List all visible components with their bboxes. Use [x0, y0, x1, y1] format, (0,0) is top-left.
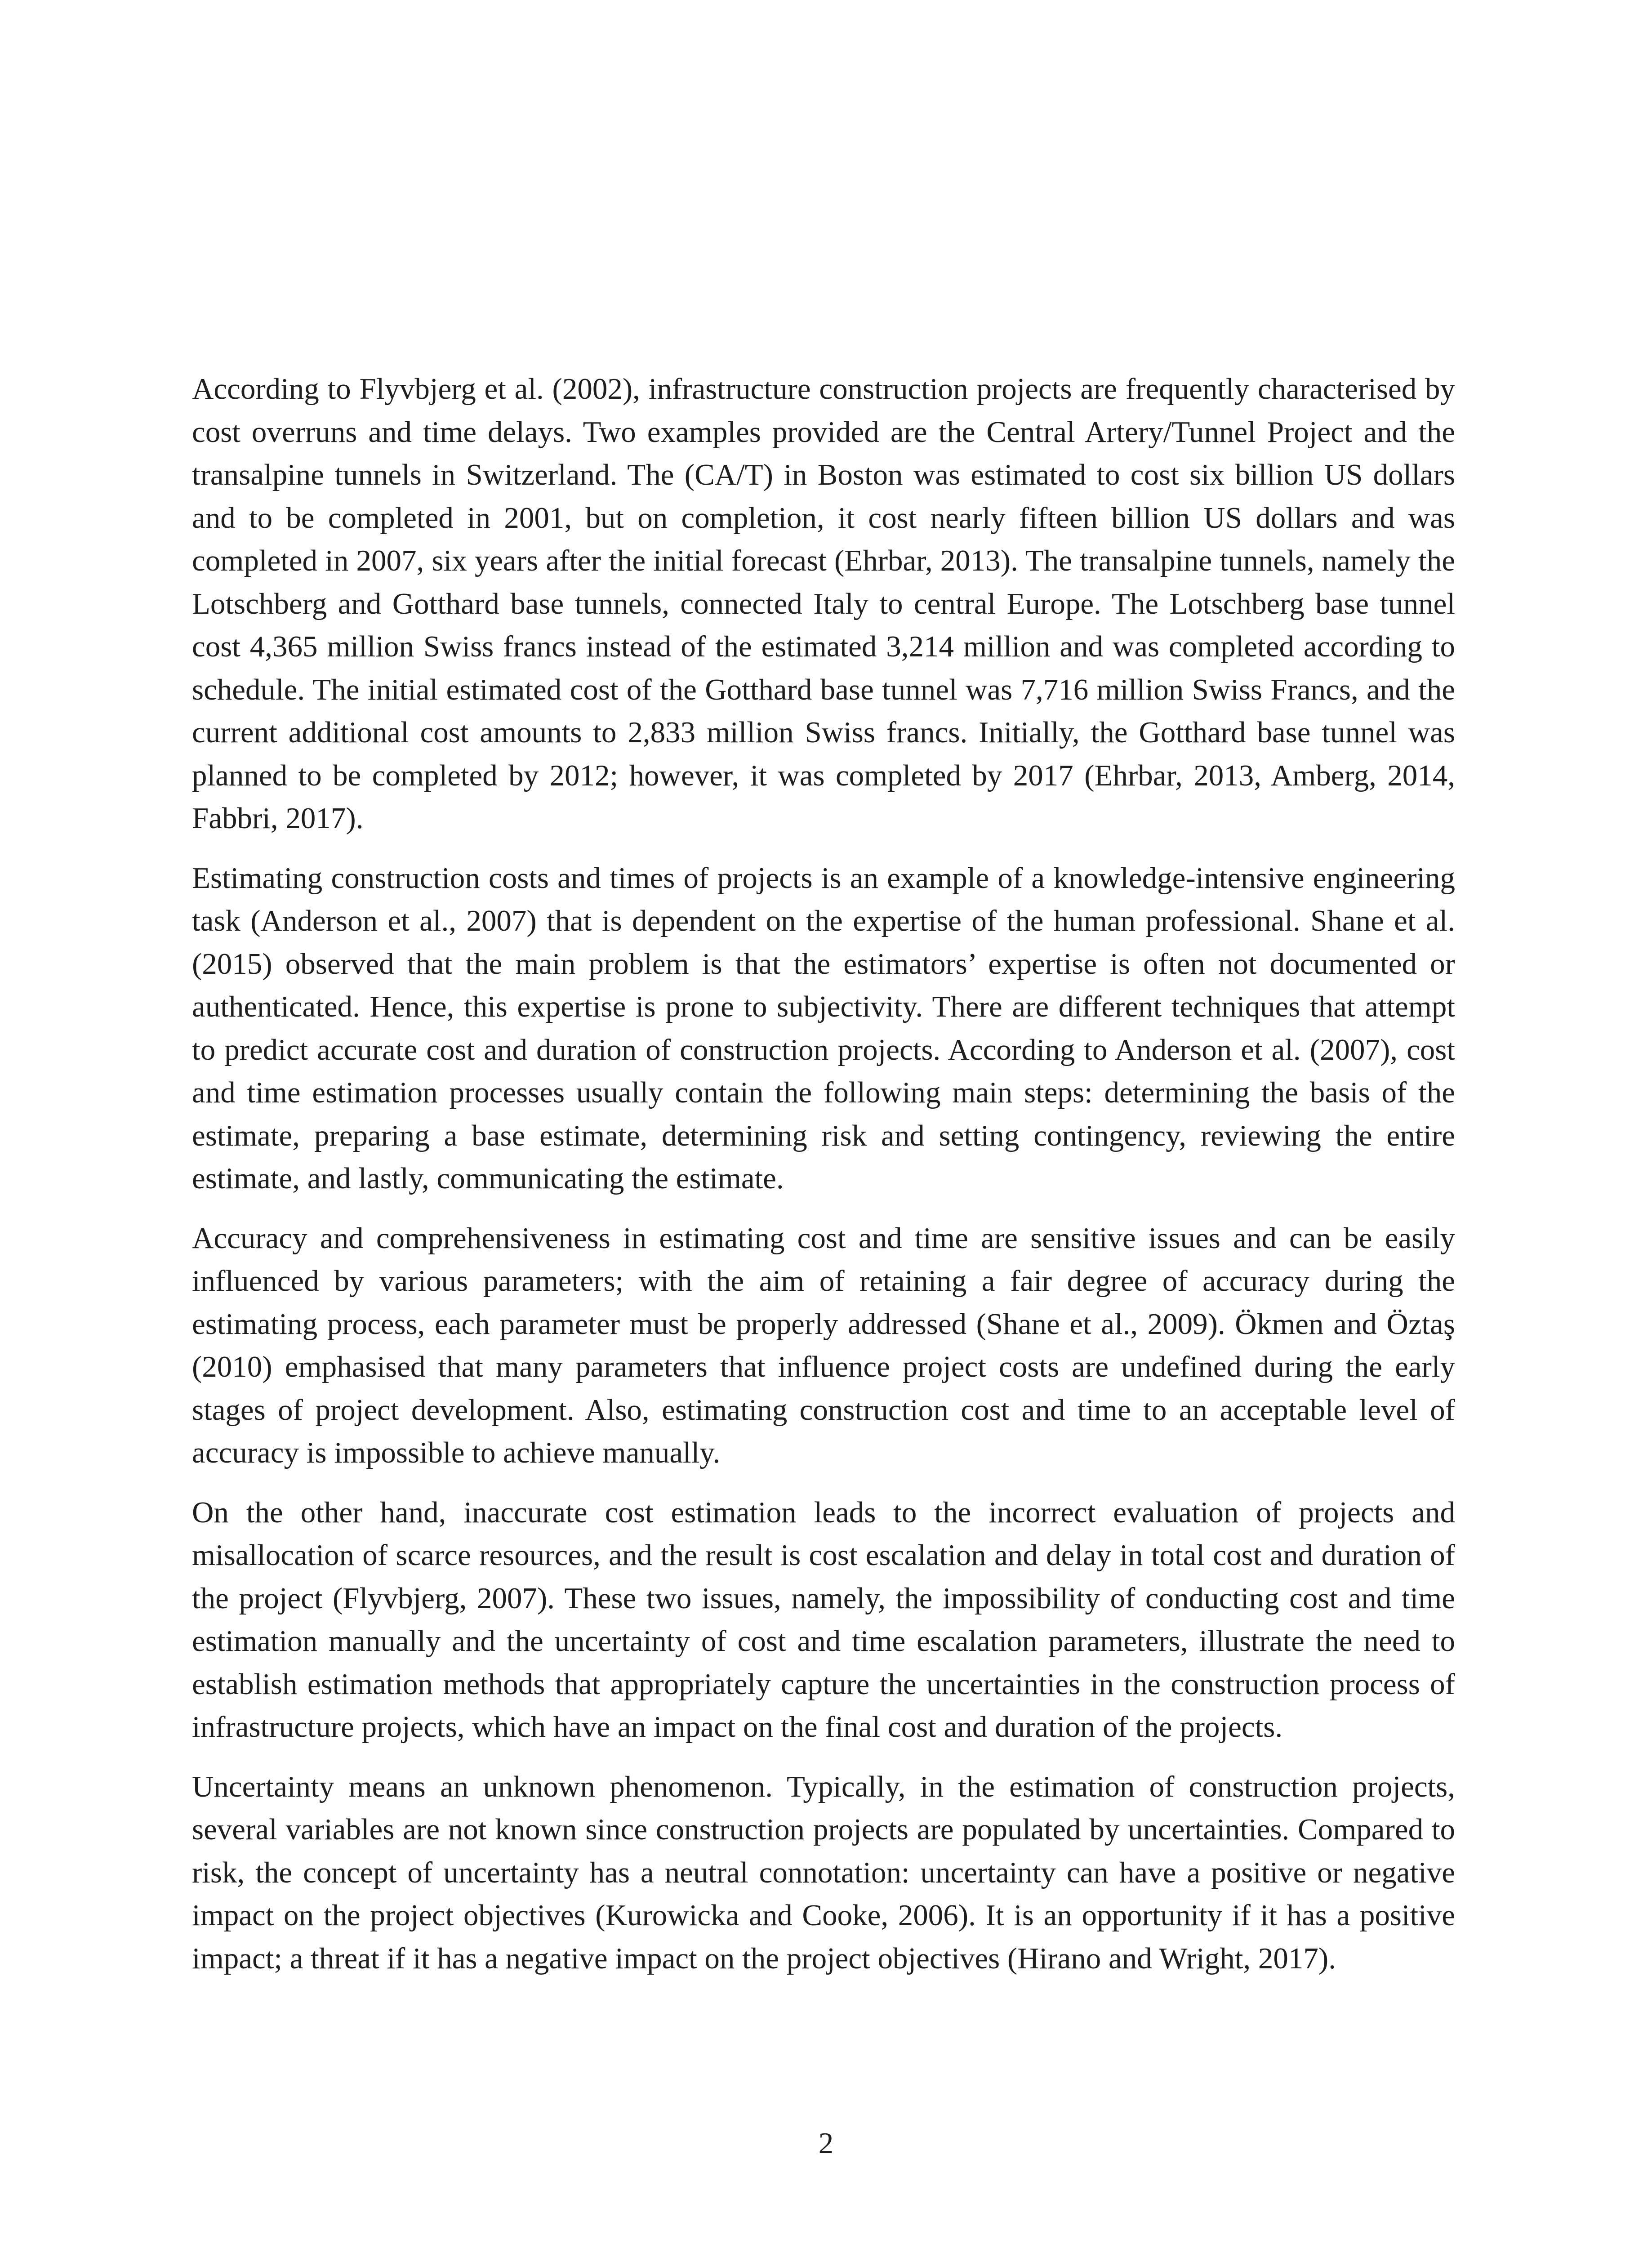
paragraph-4: On the other hand, inaccurate cost estimation leads to the incorrect evaluation of projects and misallocation of scarce resources, and the result is cost escalation and delay in total cost and duration of the project (Flyvbjerg, 2007). These two issues, namely, the impossibility of conducting cost and time estimation manually and the uncertainty of cost and time escalation parameters, illustrate the need to establish estimation methods that appropriately capture the uncertainties in the construction process of infrastructure projects, which have an impact on the final cost and duration of the projects.	[192, 1495, 1455, 1744]
body-text	[192, 368, 1455, 1997]
page-number: 2	[818, 2127, 834, 2160]
paragraph-3: Accuracy and comprehensiveness in estimating cost and time are sensitive issues and can be easily influenced by various parameters; with the aim of retaining a fair degree of accuracy during the estimating process, each parameter must be properly addressed (Shane et al., 2009). Ökmen and Öztaş (2010) emphasised that many parameters that influence project costs are undefined during the early stages of project development. Also, estimating construction cost and time to an acceptable level of accuracy is impossible to achieve manually.	[192, 1221, 1455, 1469]
paragraph-1: According to Flyvbjerg et al. (2002), infrastructure construction projects are frequently characterised by cost overruns and time delays. Two examples provided are the Central Artery/Tunnel Project and the transalpine tunnels in Switzerland. The (CA/T) in Boston was estimated to cost six billion US dollars and to be completed in 2001, but on completion, it cost nearly fifteen billion US dollars and was completed in 2007, six years after the initial forecast (Ehrbar, 2013). The transalpine tunnels, namely the Lotschberg and Gotthard base tunnels, connected Italy to central Europe. The Lotschberg base tunnel cost 4,365 million Swiss francs instead of the estimated 3,214 million and was completed according to schedule. The initial estimated cost of the Gotthard base tunnel was 7,716 million Swiss Francs, and the current additional cost amounts to 2,833 million Swiss francs. Initially, the Gotthard base tunnel was planned to be completed by 2012; however, it was completed by 2017 (Ehrbar, 2013, Amberg, 2014, Fabbri, 2017).	[192, 372, 1455, 835]
paragraph-5: Uncertainty means an unknown phenomenon. Typically, in the estimation of construction projects, several variables are not known since construction projects are populated by uncertainties. Compared to risk, the concept of uncertainty has a neutral connotation: uncertainty can have a positive or negative impact on the project objectives (Kurowicka and Cooke, 2006). It is an opportunity if it has a positive impact; a threat if it has a negative impact on the project objectives (Hirano and Wright, 2017).	[192, 1770, 1455, 1975]
paragraph-2: Estimating construction costs and times of projects is an example of a knowledge-intensive engineering task (Anderson et al., 2007) that is dependent on the expertise of the human professional. Shane et al. (2015) observed that the main problem is that the estimators’ expertise is often not documented or authenticated. Hence, this expertise is prone to subjectivity. There are different techniques that attempt to predict accurate cost and duration of construction projects. According to Anderson et al. (2007), cost and time estimation processes usually contain the following main steps: determining the basis of the estimate, preparing a base estimate, determining risk and setting contingency, reviewing the entire estimate, and lastly, communicating the estimate.	[192, 861, 1455, 1195]
